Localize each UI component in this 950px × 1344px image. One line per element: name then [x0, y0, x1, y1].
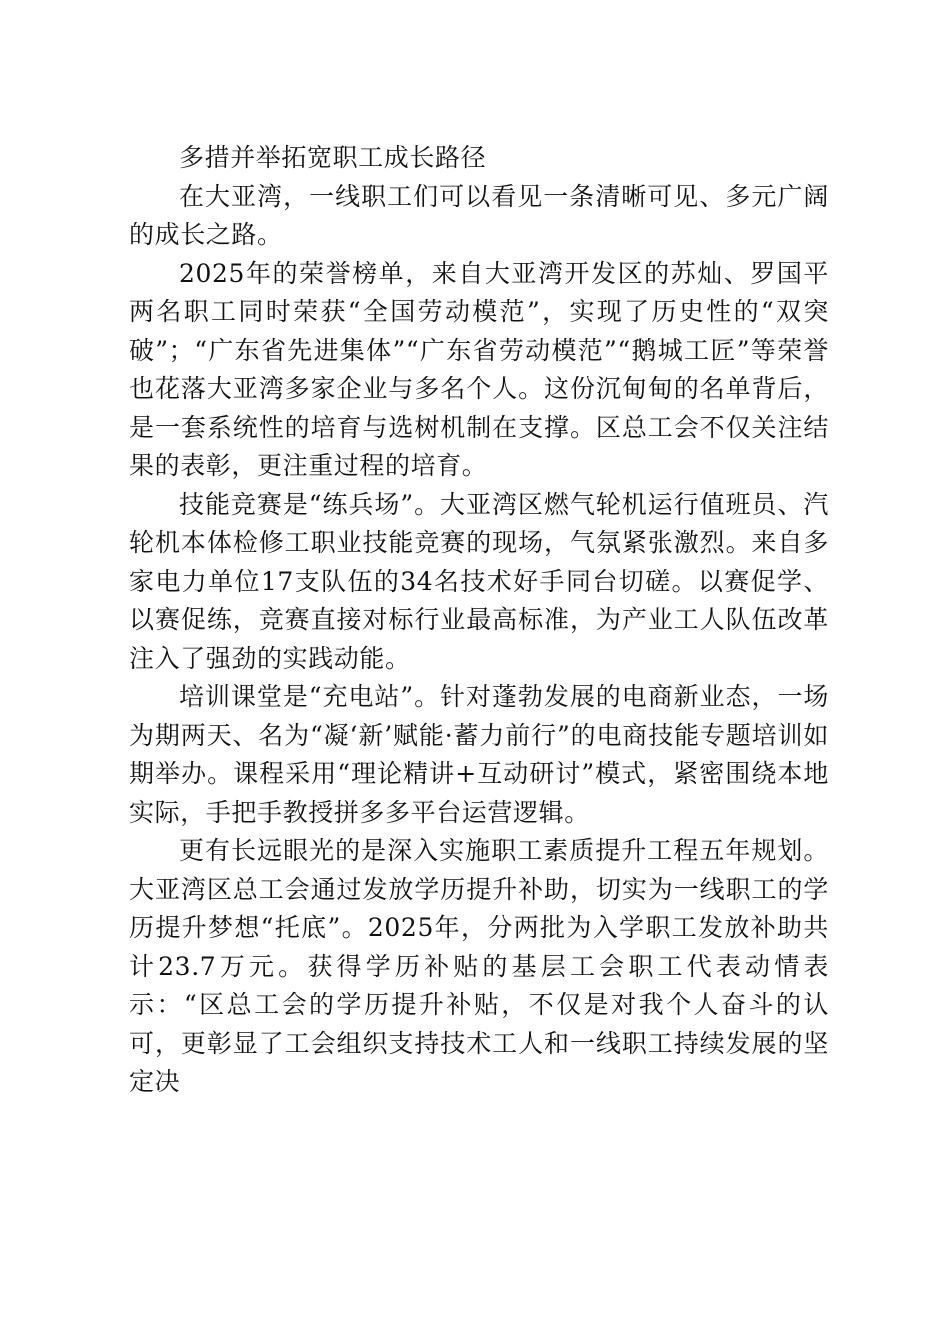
paragraph-education: 更有长远眼光的是深入实施职工素质提升工程五年规划。大亚湾区总工会通过发放学历提升补助，切实为一线职工的学历提升梦想“托底”。2025年，分两批为入学职工发放补助共计23.7万元。获得学历补贴的基层工会职工代表动情表示：“区总工会的学历提升补贴，不仅是对我个人奋斗的认可，更彰显了工会组织支持技术工人和一线职工持续发展的坚定决 [129, 836, 829, 1096]
article-body [129, 139, 829, 1102]
paragraph-intro: 在大亚湾，一线职工们可以看见一条清晰可见、多元广阔的成长之路。 [129, 181, 829, 249]
section-heading: 多措并举拓宽职工成长路径 [179, 143, 487, 172]
paragraph-honors: 2025年的荣誉榜单，来自大亚湾开发区的苏灿、罗国平两名职工同时荣获“全国劳动模范”，实现了历史性的“双突破”；“广东省先进集体”“广东省劳动模范”“鹅城工匠”等荣誉也花落大亚湾多家企业与多名个人。这份沉甸甸的名单背后，是一套系统性的培育与选树机制在支撑。区总工会不仅关注结果的表彰，更注重过程的培育。 [129, 258, 829, 480]
paragraph-competition: 技能竞赛是“练兵场”。大亚湾区燃气轮机运行值班员、汽轮机本体检修工职业技能竞赛的现场，气氛紧张激烈。来自多家电力单位17支队伍的34名技术好手同台切磋。以赛促学、以赛促练，竞赛直接对标行业最高标准，为产业工人队伍改革注入了强劲的实践动能。 [129, 489, 829, 673]
paragraph-training: 培训课堂是“充电站”。针对蓬勃发展的电商新业态，一场为期两天、名为“凝‘新’赋能·蓄力前行”的电商技能专题培训如期举办。课程采用“理论精讲+互动研讨”模式，紧密围绕本地实际，手把手教授拼多多平台运营逻辑。 [129, 682, 829, 827]
